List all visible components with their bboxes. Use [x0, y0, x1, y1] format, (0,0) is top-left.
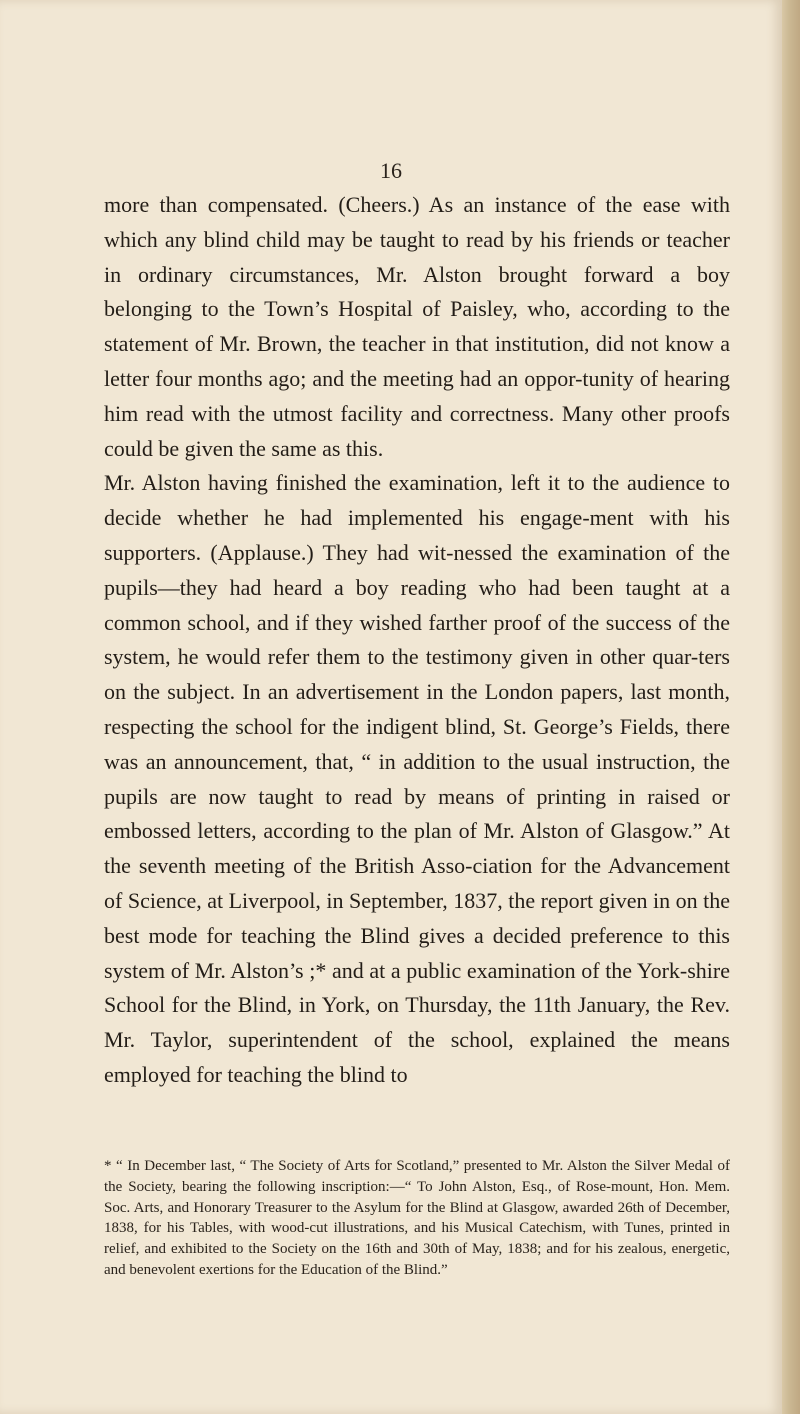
page-number: 16: [380, 158, 402, 183]
paragraph-2: Mr. Alston having finished the examination, left it to the audience to decide whether he had implemented his engage-ment with his supporters. (Applause.) They had wit-nessed the examination of the pupils—they had heard a boy reading who had been taught at a common school, and if they wished farther proof of the success of the system, he would refer them to the testimony given in other quar-ters on the subject. In an advertisement in the London papers, last month, respecting the school for the indigent blind, St. George’s Fields, there was an announcement, that, “ in addition to the usual instruction, the pupils are now taught to read by means of printing in raised or embossed letters, according to the plan of Mr. Alston of Glasgow.” At the seventh meeting of the British Asso-ciation for the Advancement of Science, at Liverpool, in September, 1837, the report given in on the best mode for teaching the Blind gives a decided preference to this system of Mr. Alston’s ;* and at a public examination of the York-shire School for the Blind, in York, on Thursday, the 11th January, the Rev. Mr. Taylor, superintendent of the school, explained the means employed for teaching the blind to: [104, 470, 730, 1087]
footnote: * “ In December last, “ The Society of Arts for Scotland,” presented to Mr. Alston the Silver Medal of the Society, bearing the following inscription:—“ To John Alston, Esq., of Rose-mount, Hon. Mem. Soc. Arts, and Honorary Treasurer to the Asylum for the Blind at Glasgow, awarded 26th of December, 1838, for his Tables, with wood-cut illustrations, and his Musical Catechism, with Tunes, printed in relief, and exhibited to the Society on the 16th and 30th of May, 1838; and for his zealous, energetic, and benevolent exertions for the Education of the Blind.”: [104, 1158, 730, 1278]
paragraph-1: more than compensated. (Cheers.) As an instance of the ease with which any blind child may be taught to read by his friends or teacher in ordinary circumstances, Mr. Alston brought forward a boy belonging to the Town’s Hospital of Paisley, who, according to the statement of Mr. Brown, the teacher in that institution, did not know a letter four months ago; and the meeting had an oppor-tunity of hearing him read with the utmost facility and correctness. Many other proofs could be given the same as this.: [104, 192, 730, 461]
page-edge: [782, 0, 800, 1414]
body-text: [104, 188, 730, 1093]
main-text: [104, 188, 730, 1093]
